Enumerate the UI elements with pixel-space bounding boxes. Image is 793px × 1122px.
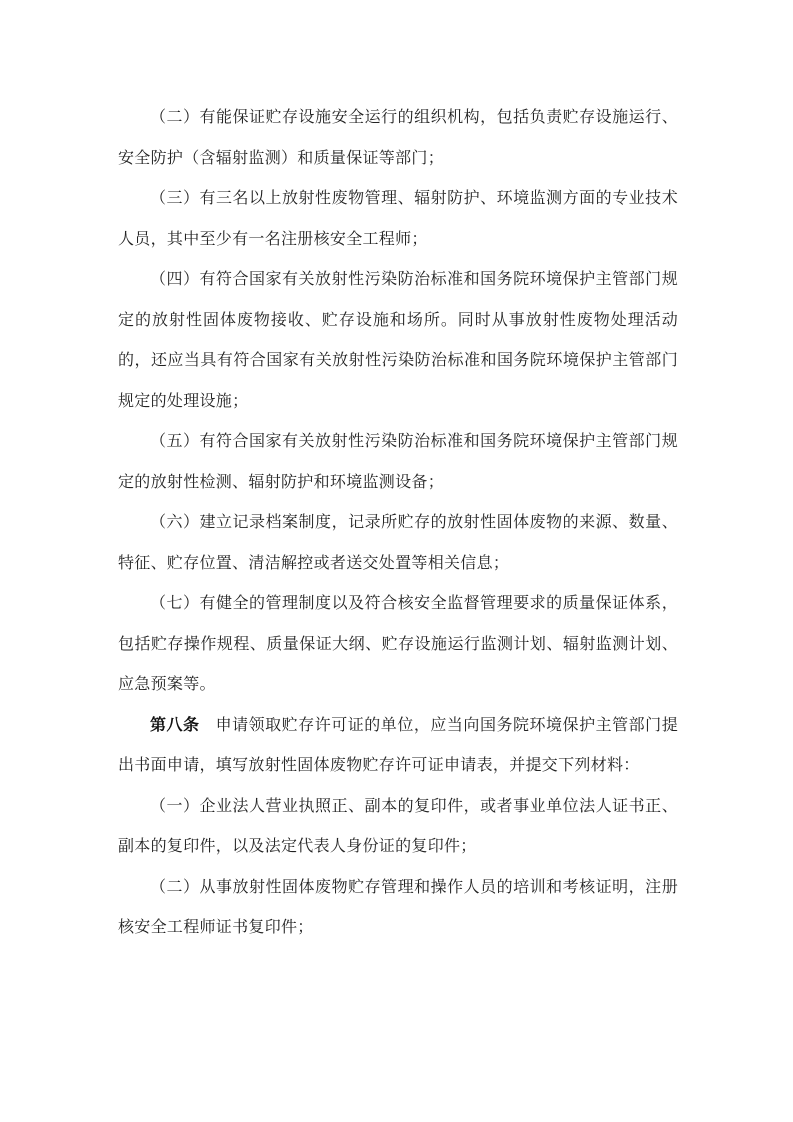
- clause-paragraph: （七）有健全的管理制度以及符合核安全监督管理要求的质量保证体系，包括贮存操作规程、质量保证大纲、贮存设施运行监测计划、辐射监测计划、应急预案等。: [118, 593, 678, 693]
- clause-paragraph: （一）企业法人营业执照正、副本的复印件，或者事业单位法人证书正、副本的复印件，以及法定代表人身份证的复印件；: [118, 795, 678, 855]
- clause-paragraph: （三）有三名以上放射性废物管理、辐射防护、环境监测方面的专业技术人员，其中至少有一名注册核安全工程师；: [118, 188, 678, 248]
- document-body: [118, 97, 678, 948]
- clause-paragraph: （二）有能保证贮存设施安全运行的组织机构，包括负责贮存设施运行、安全防护（含辐射监测）和质量保证等部门；: [118, 107, 678, 167]
- clause-paragraph: （四）有符合国家有关放射性污染防治标准和国务院环境保护主管部门规定的放射性固体废物接收、贮存设施和场所。同时从事放射性废物处理活动的，还应当具有符合国家有关放射性污染防治标准和国务院环境保护主管部门规定的处理设施；: [118, 269, 678, 410]
- clause-paragraph: （二）从事放射性固体废物贮存管理和操作人员的培训和考核证明，注册核安全工程师证书复印件；: [118, 876, 678, 936]
- article-label: 第八条: [150, 714, 200, 734]
- clause-paragraph: （五）有符合国家有关放射性污染防治标准和国务院环境保护主管部门规定的放射性检测、辐射防护和环境监测设备；: [118, 431, 678, 491]
- article-paragraph: [118, 705, 678, 786]
- clause-paragraph: （六）建立记录档案制度，记录所贮存的放射性固体废物的来源、数量、特征、贮存位置、清洁解控或者送交处置等相关信息；: [118, 512, 678, 572]
- article-text: 申请领取贮存许可证的单位，应当向国务院环境保护主管部门提出书面申请，填写放射性固体废物贮存许可证申请表，并提交下列材料：: [118, 714, 678, 774]
